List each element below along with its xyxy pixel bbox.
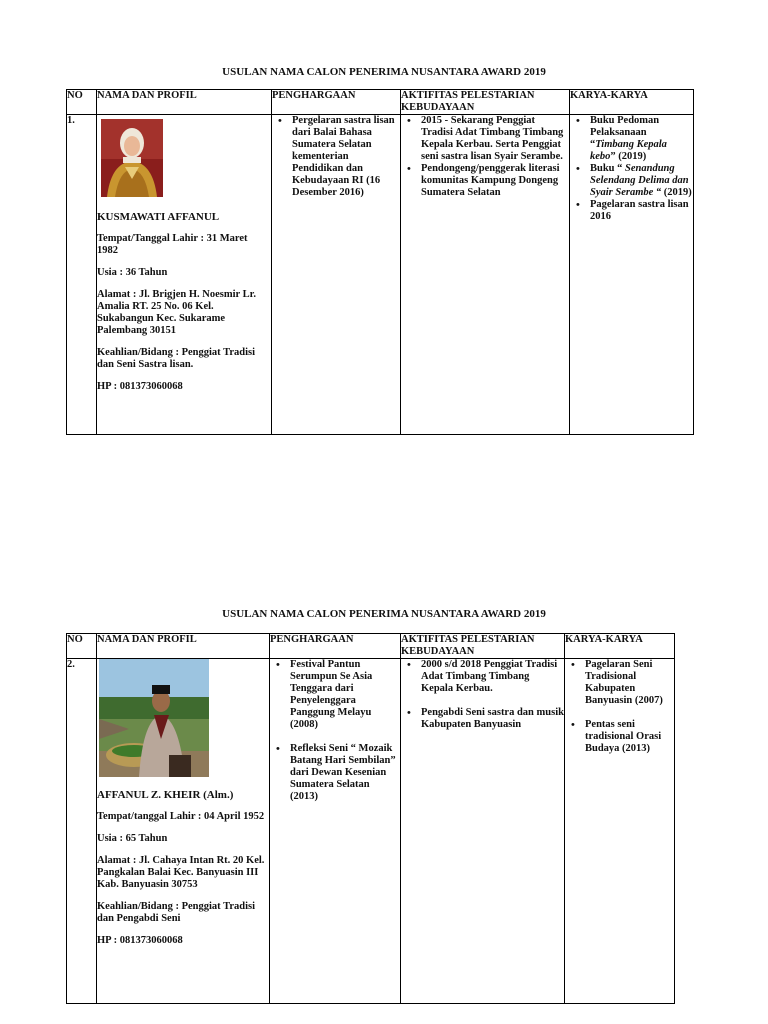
- works-list: [570, 115, 693, 223]
- work-text: (2019): [661, 187, 692, 198]
- nominee-expertise: Keahlian/Bidang : Penggiat Tradisi dan Pengabdi Seni: [97, 901, 256, 924]
- nominee-table-1: [66, 89, 694, 435]
- work-title: Timbang Kepala kebo: [590, 139, 667, 162]
- table-row: [67, 115, 694, 435]
- nominee-address: Alamat : Jl. Cahaya Intan Rt. 20 Kel. Pangkalan Balai Kec. Banyuasin III Kab. Banyuasin 30753: [97, 855, 265, 890]
- work-text: ” (2019): [610, 151, 647, 162]
- document-title-2: USULAN NAMA CALON PENERIMA NUSANTARA AWARD 2019: [222, 608, 546, 620]
- profile-cell: [97, 115, 272, 435]
- profile-cell: [97, 659, 270, 1004]
- document-title-1: USULAN NAMA CALON PENERIMA NUSANTARA AWARD 2019: [222, 66, 546, 78]
- header-penghargaan: PENGHARGAAN: [272, 90, 401, 115]
- list-item: • Pentas seni tradisional Orasi Budaya (2013): [565, 719, 674, 755]
- nominee-birth: Tempat/tanggal Lahir : 04 April 1952: [97, 811, 265, 822]
- list-item: • Festival Pantun Serumpun Se Asia Tenggara dari Penyelenggara Panggung Melayu (2008): [270, 659, 400, 731]
- list-item: [570, 163, 693, 199]
- nominee-table-2: [66, 633, 675, 1004]
- nominee-phone: HP : 081373060068: [97, 381, 183, 392]
- list-item: • Refleksi Seni “ Mozaik Batang Hari Sembilan” dari Dewan Kesenian Sumatera Selatan (2013): [270, 743, 400, 803]
- activities-list: [401, 659, 564, 731]
- nominee-birth: Tempat/Tanggal Lahir : 31 Maret 1982: [97, 233, 248, 256]
- header-aktifitas: AKTIFITAS PELESTARIAN KEBUDAYAAN: [401, 90, 570, 115]
- activities-cell: [401, 115, 570, 435]
- nominee-address: Alamat : Jl. Brigjen H. Noesmir Lr. Amalia RT. 25 No. 06 Kel. Sukabangun Kec. Sukarame Palembang 30151: [97, 289, 256, 336]
- works-cell: [570, 115, 694, 435]
- work-title: Senandung Selendang Delima dan Syair Serambe “: [590, 163, 689, 198]
- header-aktifitas: AKTIFITAS PELESTARIAN KEBUDAYAAN: [401, 634, 565, 659]
- works-cell: [565, 659, 675, 1004]
- header-karya: KARYA-KARYA: [565, 634, 675, 659]
- list-item: • Pendongeng/penggerak literasi komunitas Kampung Dongeng Sumatera Selatan: [401, 163, 569, 199]
- nominee-age: Usia : 36 Tahun: [97, 267, 168, 278]
- awards-list: [272, 115, 400, 199]
- activities-list: [401, 115, 569, 199]
- nominee-name: AFFANUL Z. KHEIR (Alm.): [97, 789, 234, 801]
- work-text: Buku Pedoman Pelaksanaan “: [590, 115, 660, 150]
- list-item: [570, 115, 693, 163]
- list-item: • Pagelaran sastra lisan 2016: [570, 199, 693, 223]
- nominee-phone: HP : 081373060068: [97, 935, 183, 946]
- activities-cell: [401, 659, 565, 1004]
- list-item: • 2015 - Sekarang Penggiat Tradisi Adat Timbang Timbang Kepala Kerbau. Serta Penggiat seni sastra lisan Syair Serambe.: [401, 115, 569, 163]
- table-header-row: [67, 90, 694, 115]
- header-no: NO: [67, 90, 97, 115]
- nominee-photo: [99, 659, 209, 777]
- nominee-name: KUSMAWATI AFFANUL: [97, 211, 220, 223]
- nominee-age: Usia : 65 Tahun: [97, 833, 168, 844]
- awards-cell: [270, 659, 401, 1004]
- row-number: 1.: [67, 115, 97, 435]
- header-no: NO: [67, 634, 97, 659]
- nominee-expertise: Keahlian/Bidang : Penggiat Tradisi dan Seni Sastra lisan.: [97, 347, 256, 370]
- header-nama-profil: NAMA DAN PROFIL: [97, 634, 270, 659]
- list-item: • Pagelaran Seni Tradisional Kabupaten Banyuasin (2007): [565, 659, 674, 707]
- table-header-row: [67, 634, 675, 659]
- nominee-photo: [101, 119, 163, 197]
- header-penghargaan: PENGHARGAAN: [270, 634, 401, 659]
- row-number: 2.: [67, 659, 97, 1004]
- awards-cell: [272, 115, 401, 435]
- works-list: [565, 659, 674, 755]
- list-item: • 2000 s/d 2018 Penggiat Tradisi Adat Timbang Timbang Kepala Kerbau.: [401, 659, 564, 695]
- header-karya: KARYA-KARYA: [570, 90, 694, 115]
- work-text: Buku “: [590, 163, 626, 174]
- list-item: • Pergelaran sastra lisan dari Balai Bahasa Sumatera Selatan kementerian Pendidikan dan Kebudayaan RI (16 Desember 2016): [272, 115, 400, 199]
- list-item: • Pengabdi Seni sastra dan musik Kabupaten Banyuasin: [401, 707, 564, 731]
- header-nama-profil: NAMA DAN PROFIL: [97, 90, 272, 115]
- table-row: [67, 659, 675, 1004]
- awards-list: [270, 659, 400, 803]
